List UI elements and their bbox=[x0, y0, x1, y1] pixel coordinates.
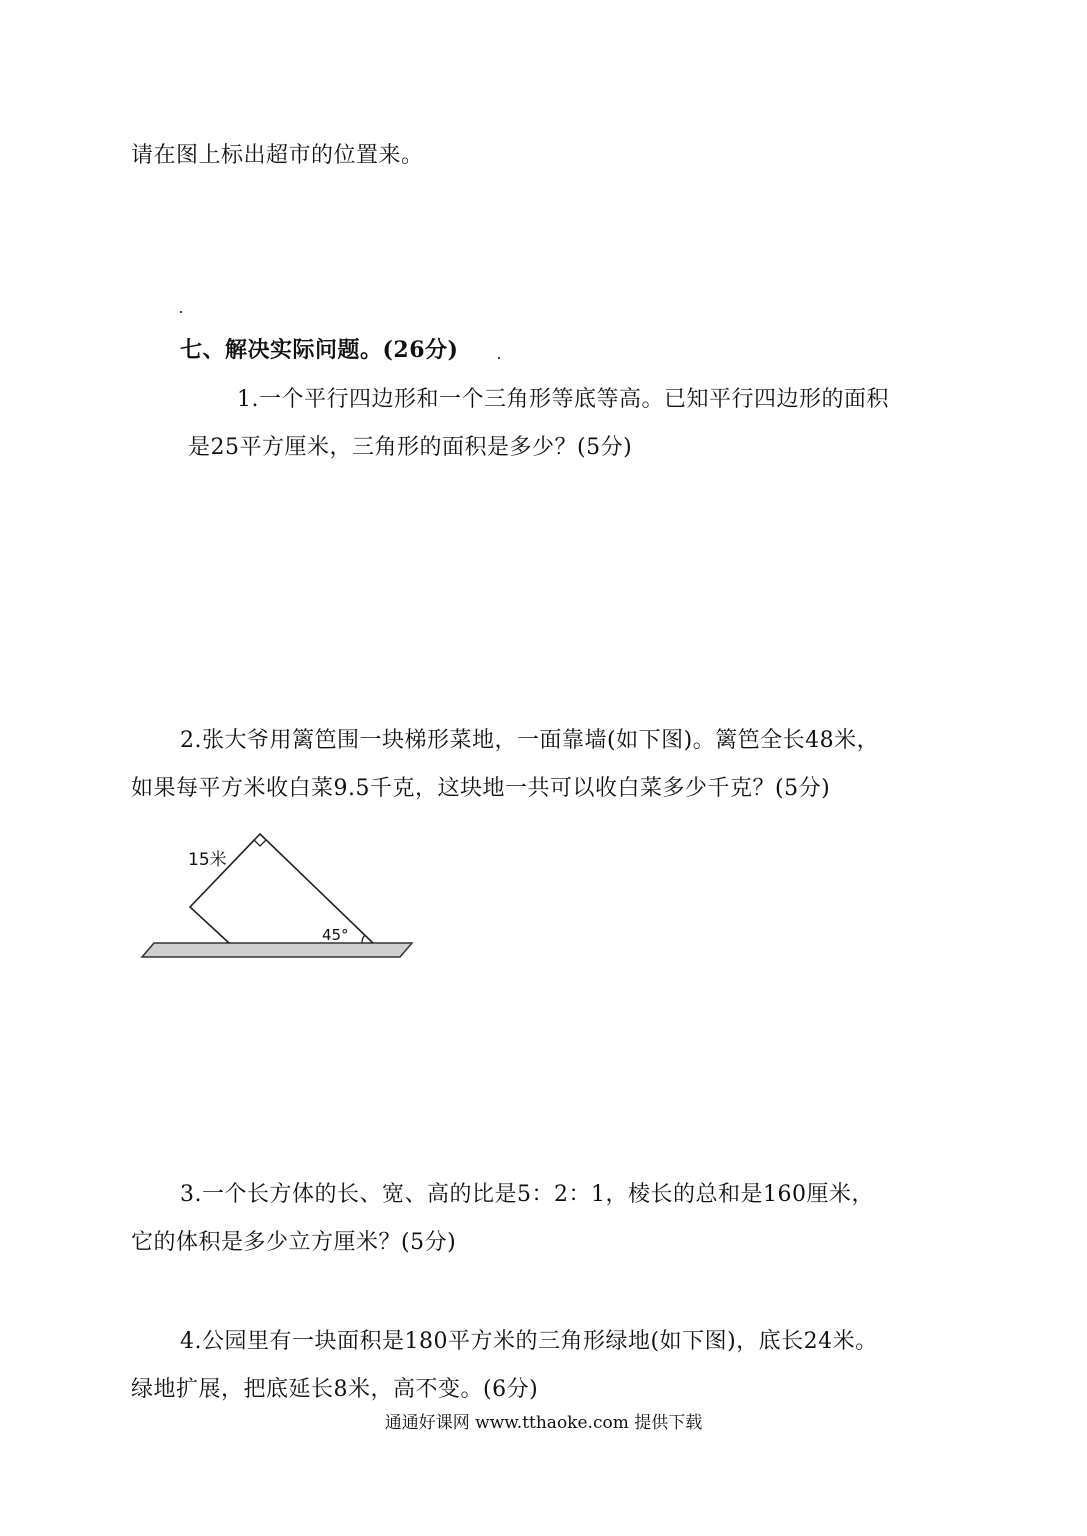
problem-text-line: 绿地扩展，把底延长8米，高不变。(6分) bbox=[131, 1377, 539, 1402]
wall bbox=[142, 943, 412, 957]
problem-text-line: 是25平方厘米，三角形的面积是多少？(5分) bbox=[188, 435, 633, 460]
problem-text-line: 4.公园里有一块面积是180平方米的三角形绿地(如下图)，底长24米。 bbox=[180, 1329, 878, 1354]
intro-line: 请在图上标出超市的位置来。 bbox=[131, 143, 424, 168]
side-length-label: 15米 bbox=[188, 850, 227, 870]
angle-label: 45° bbox=[322, 926, 349, 944]
angle-arc bbox=[362, 935, 365, 943]
problem-text-line: 如果每平方米收白菜9.5千克，这块地一共可以收白菜多少千克？(5分) bbox=[131, 776, 831, 801]
right-angle-mark bbox=[254, 840, 266, 846]
footer-source: 通通好课网 www.tthaoke.com 提供下载 bbox=[384, 1413, 703, 1433]
trapezoid-garden-figure bbox=[130, 826, 420, 966]
problem-text-line: 3.一个长方体的长、宽、高的比是5：2：1，棱长的总和是160厘米， bbox=[180, 1182, 874, 1207]
problem-text-line: 它的体积是多少立方厘米？(5分) bbox=[131, 1230, 457, 1255]
stray-dot bbox=[498, 357, 500, 359]
problem-text-line: 2.张大爷用篱笆围一块梯形菜地，一面靠墙(如下图)。篱笆全长48米， bbox=[180, 728, 880, 753]
problem-text-line: 1.一个平行四边形和一个三角形等底等高。已知平行四边形的面积 bbox=[237, 387, 889, 412]
section-title: 七、解决实际问题。(26分) bbox=[180, 337, 459, 363]
stray-dot bbox=[180, 311, 182, 313]
